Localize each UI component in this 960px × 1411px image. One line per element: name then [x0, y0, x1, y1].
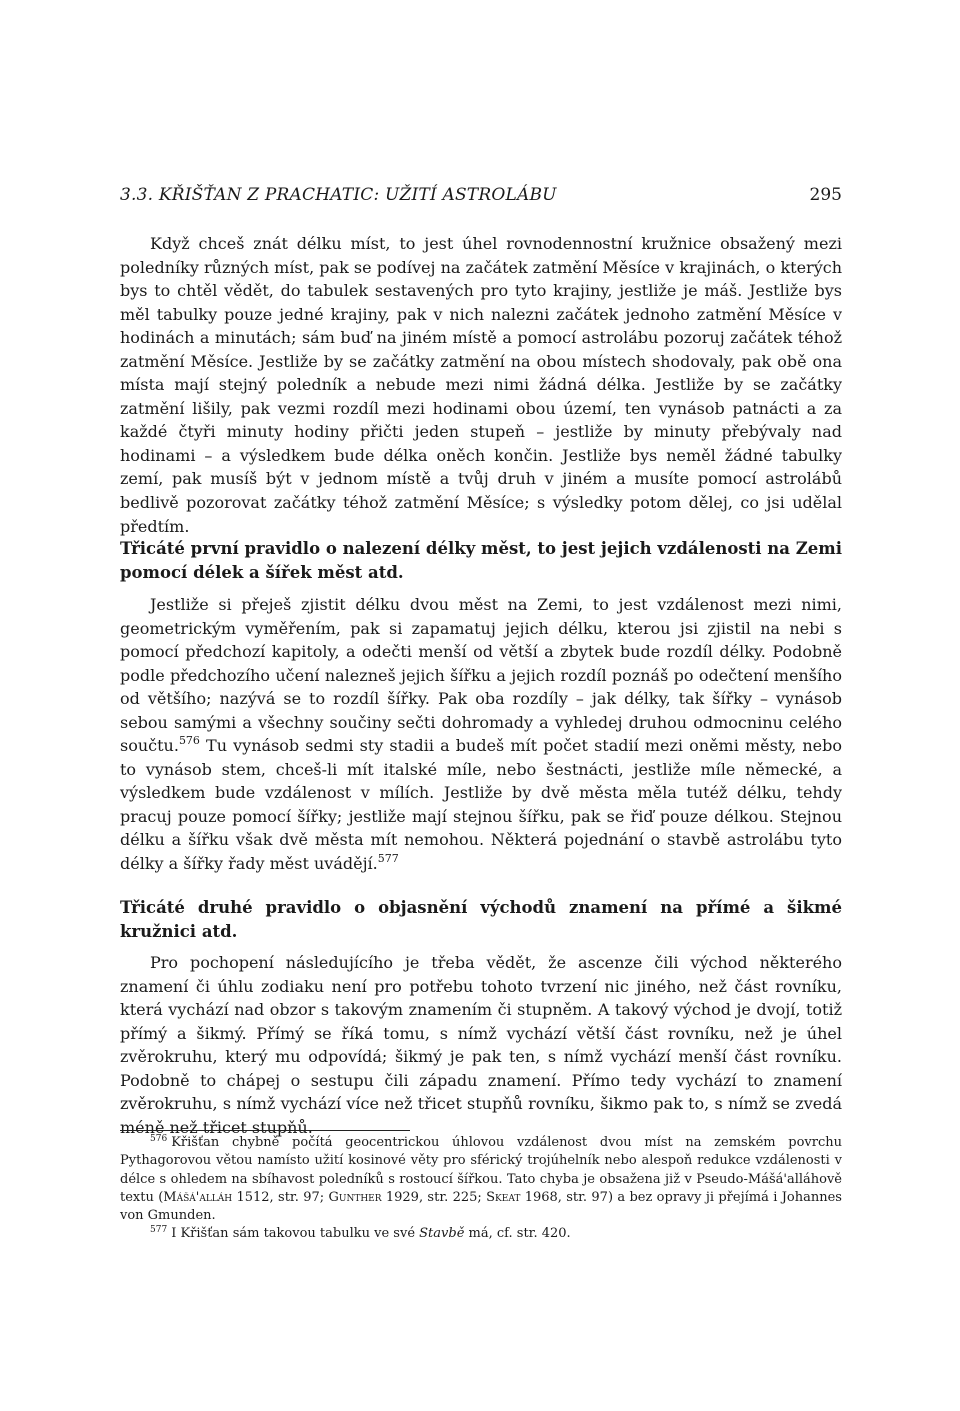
footnote-mark: 577 [150, 1225, 168, 1236]
running-title: 3.3. KŘIŠŤAN Z PRACHATIC: UŽITÍ ASTROLÁBU [120, 185, 557, 205]
paragraph-longitude-of-places [120, 232, 842, 538]
section-heading-32: Třicáté druhé pravidlo o objasnění východů znamení na přímé a šikmé kružnici atd. [120, 898, 842, 941]
footnote-text: 1512, str. 97; [232, 1189, 329, 1205]
section-heading-31: Třicáté první pravidlo o nalezení délky měst, to jest jejich vzdálenosti na Zemi pomocí délek a šířek měst atd. [120, 539, 842, 582]
citation-author: Mášá'alláh [163, 1189, 233, 1205]
paragraph-text: Když chceš znát délku míst, to jest úhel rovnodennostní kružnice obsažený mezi poledníky různých míst, pak se podívej na začátek zatmění Měsíce v krajinách, o kterých bys to chtěl vědět, do tabulek sestavených pro tyto krajiny, jestliže je máš. Jestliže bys měl tabulky pouze jedné krajiny, pak v nich nalezni začátek jednoho zatmění Měsíce v hodinách a minutách; sám buď na jiném místě a pomocí astrolábu pozoruj začátek téhož zatmění Měsíce. Jestliže by se začátky zatmění na obou místech shodovaly, pak obě ona místa mají stejný poledník a nebude mezi nimi žádná délka. Jestliže by se začátky zatmění lišily, pak vezmi rozdíl mezi hodinami obou území, ten vynásob patnácti a za každé čtyři minuty hodiny přičti jeden stupeň – jestliže by minuty přebývaly nad hodinami – a výsledkem bude délka oněch končin. Jestliže bys neměl žádné tabulky zemí, pak musíš být v jednom místě a tvůj druh v jiném a musíte pomocí astrolábů bedlivě pozorovat začátky téhož zatmění Měsíce; s výsledky potom dělej, co jsi udělal předtím. [120, 234, 842, 536]
footnote-divider [120, 1130, 410, 1131]
running-head [120, 185, 842, 209]
paragraph-text: Pro pochopení následujícího je třeba vědět, že ascenze čili východ některého znamení či úhlu zodiaku není pro potřebu tohoto tvrzení nic jiného, než část rovníku, která vychází nad obzor s takovým znamením či stupněm. A takový východ je dvojí, totiž přímý a šikmý. Přímý se říká tomu, s nímž vychází větší část rovníku, než je úhel zvěrokruhu, který mu odpovídá; šikmý je pak ten, s nímž vychází menší část rovníku. Podobně to chápej o sestupu čili západu znamení. Přímo tedy vychází to znamení zvěrokruhu, s nímž vychází více než třicet stupňů rovníku, šikmo pak to, s nímž se zvedá méně než třicet stupňů. [120, 953, 842, 1137]
footnote-reference[interactable]: 577 [377, 852, 399, 866]
footnote-text: Křišťan chybně počítá geocentrickou úhlovou vzdálenost dvou míst na zemském povrchu Pythagorovou větou namísto užití kosinové věty pro sférický trojúhelník nebo alespoň redukce vzdálenosti v délce s ohledem na sbíhavost poledníků s rostoucí šířkou. Tato chyba je obsažena již v Pseudo-Mášá'alláhově textu ( [120, 1135, 842, 1205]
footnote-text: 1968, str. 97) a bez opravy ji přejímá i Johannes von Gmunden. [120, 1189, 842, 1224]
footnote-mark: 576 [150, 1134, 168, 1144]
paragraph-text: Jestliže si přeješ zjistit délku dvou měst na Zemi, to jest vzdálenost mezi nimi, geometrickým vyměřením, pak si zapamatuj jejich délku, kterou jsi zjistil na nebi s pomocí předchozí kapitoly, a odečti menší od větší a zbytek bude rozdíl délky. Podobně podle předchozího učení nalezneš jejich šířku a jejich rozdíl poznáš po odečtení menšího od většího; nazývá se to rozdíl šířky. Pak oba rozdíly – jak délky, tak šířky – vynásob sebou samými a všechny součiny sečti dohromady a vyhledej druhou odmocninu celého součtu. [120, 595, 842, 756]
footnote-italic-title: Stavbě [419, 1226, 465, 1242]
footnote-576 [120, 1134, 842, 1225]
footnote-577 [120, 1225, 842, 1243]
paragraph-city-distance [120, 593, 842, 876]
footnote-text: má, cf. str. 420. [464, 1226, 571, 1242]
footnote-reference[interactable]: 576 [178, 734, 200, 748]
footnote-text: I Křišťan sám takovou tabulku ve své [171, 1226, 420, 1242]
footnote-text: 1929, str. 225; [381, 1189, 487, 1205]
footnotes [120, 1134, 842, 1244]
paragraph-text: Tu vynásob sedmi sty stadii a budeš mít počet stadií mezi oněmi městy, nebo to vynásob stem, chceš-li mít italské míle, nebo šestnácti, jestliže míle německé, a výsledkem bude vzdálenost v mílích. Jestliže by dvě města měla tutéž délku, tehdy pracuj pouze pomocí šířky; jestliže mají stejnou šířku, pak se řiď pouze délkou. Stejnou délku a šířku však dvě města mít nemohou. Některá pojednání o stavbě astrolábu tyto délky a šířky řady měst uvádějí. [120, 736, 842, 874]
citation-author: Gunther [328, 1189, 382, 1205]
paragraph-ascension-of-signs [120, 951, 842, 1139]
citation-author: Skeat [486, 1189, 521, 1205]
page-number: 295 [809, 185, 842, 205]
